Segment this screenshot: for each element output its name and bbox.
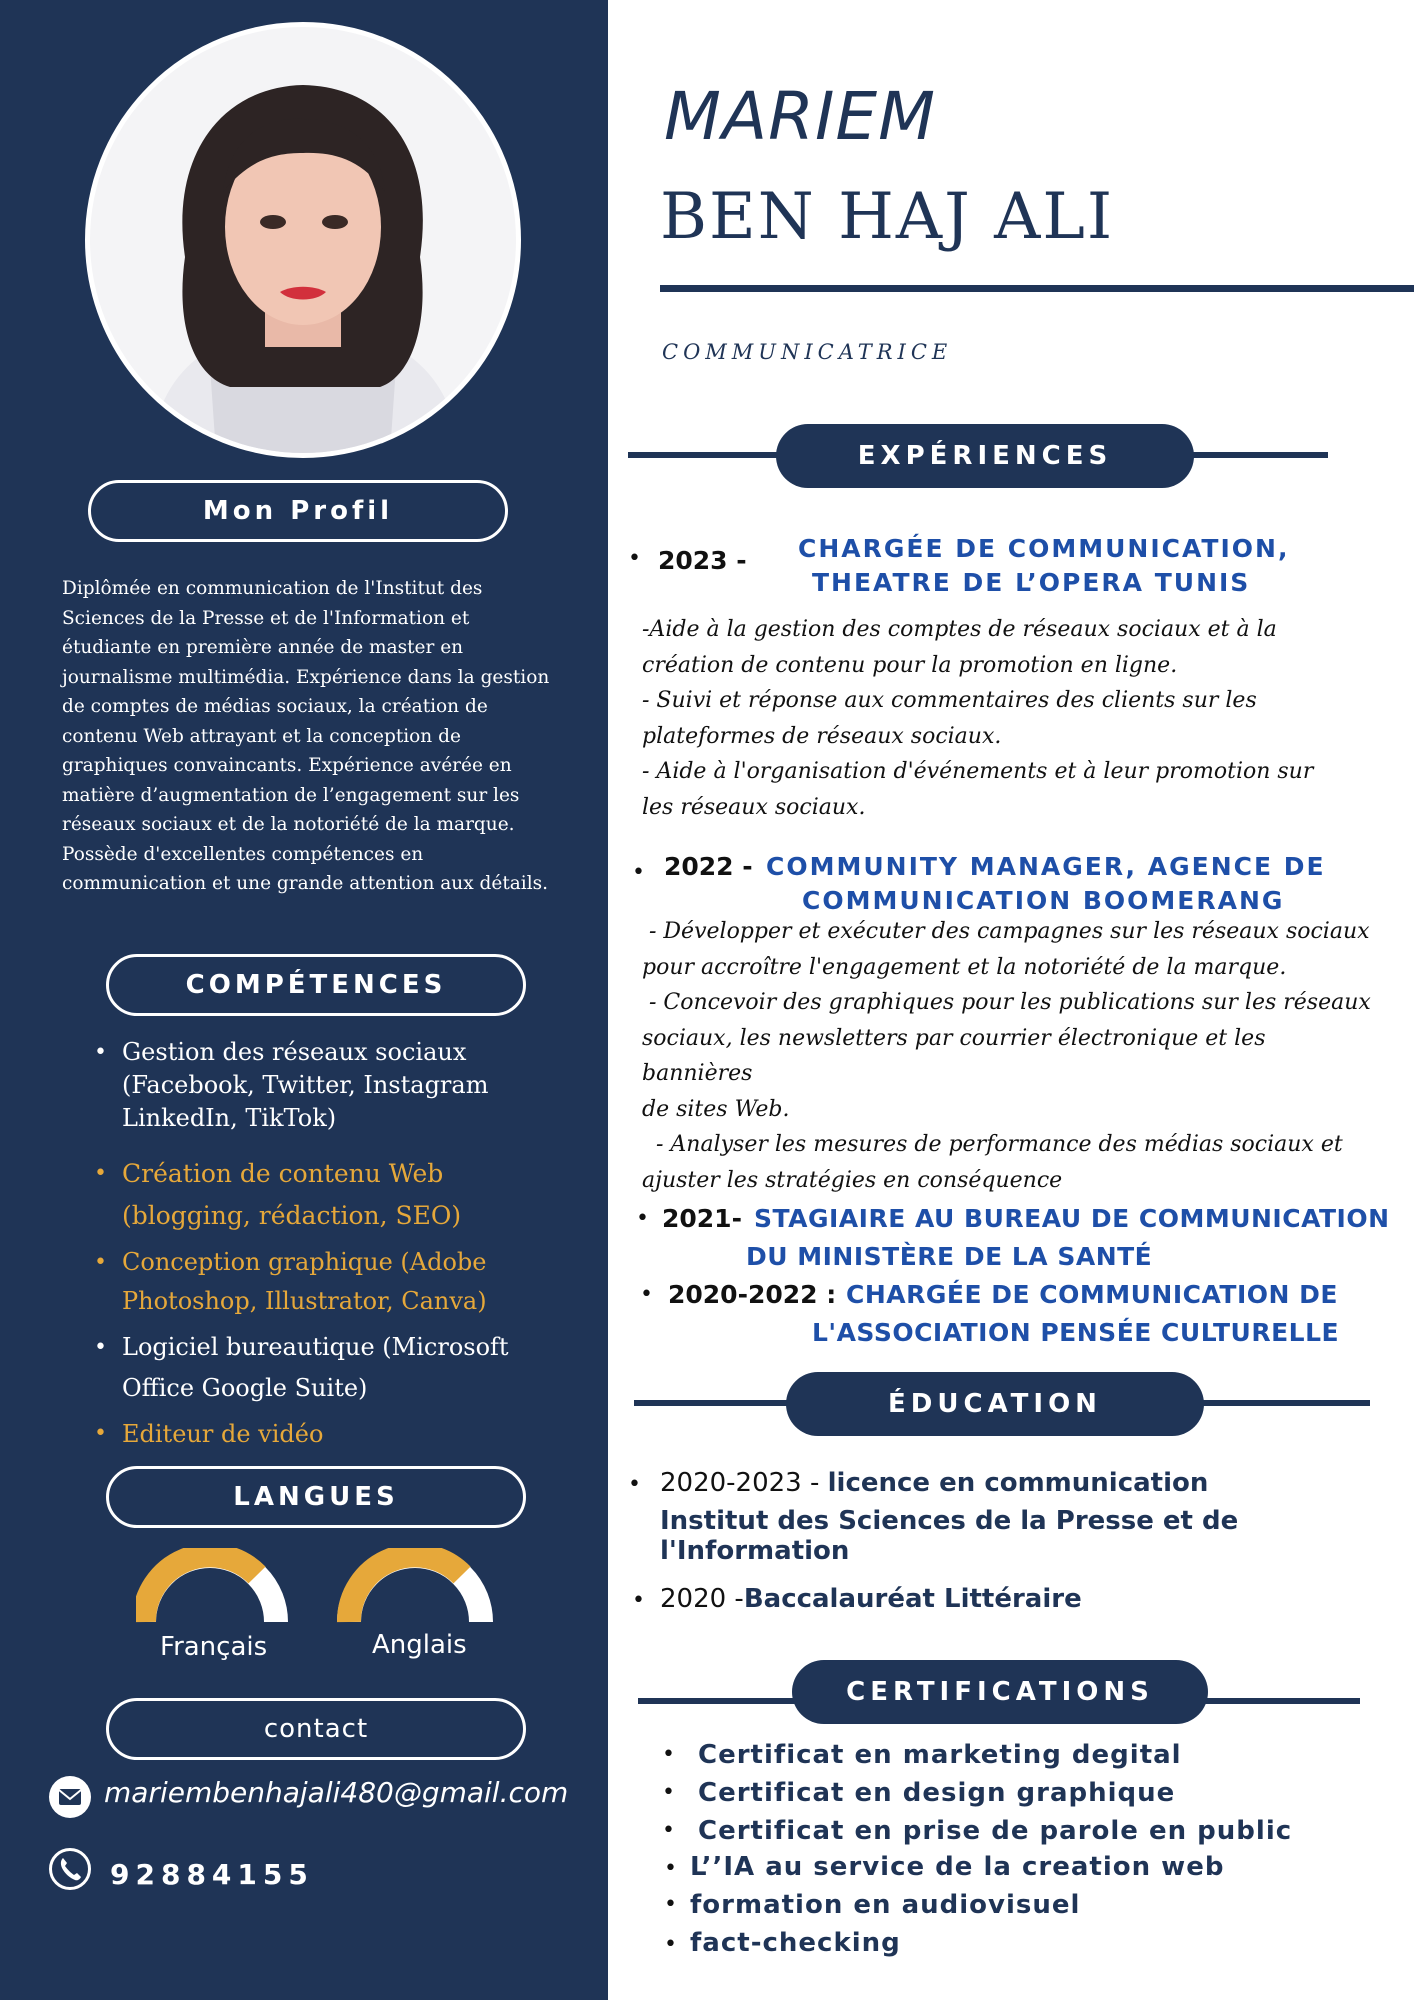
bullet-icon: •	[662, 1742, 675, 1767]
bullet-icon: •	[640, 1282, 653, 1307]
first-name: MARIEM	[664, 78, 937, 155]
desc-line: - Développer et exécuter des campagnes sur les réseaux sociaux	[642, 919, 1370, 944]
education-school-text: Institut des Sciences de la Presse et de l'Information	[660, 1506, 1239, 1566]
job-year	[664, 852, 753, 881]
bullet-icon: •	[664, 1856, 677, 1881]
education-years: 2020-2023 -	[660, 1468, 820, 1498]
education-item	[660, 1584, 1082, 1614]
education-years: 2020 -	[660, 1584, 744, 1614]
languages-heading	[106, 1466, 526, 1528]
bullet-icon: •	[664, 1892, 677, 1917]
skill-item	[90, 1153, 560, 1237]
phone-number[interactable]: 92884155	[110, 1858, 314, 1891]
certification-item: formation en audiovisuel	[690, 1890, 1081, 1920]
job-description	[642, 612, 1382, 825]
skill-item	[90, 1415, 560, 1453]
skills-heading-label: COMPÉTENCES	[185, 970, 447, 1000]
job-title: THEATRE DE L’OPERA TUNIS	[812, 568, 1251, 597]
job-title: STAGIAIRE AU BUREAU DE COMMUNICATION	[754, 1204, 1390, 1233]
certification-item: Certificat en prise de parole en public	[698, 1816, 1293, 1846]
last-name: BEN HAJ ALI	[660, 180, 1115, 254]
profile-heading	[88, 480, 508, 542]
job-title: CHARGÉE DE COMMUNICATION,	[798, 534, 1290, 563]
bullet-icon: •	[94, 1040, 107, 1065]
desc-line: de sites Web.	[642, 1096, 790, 1122]
desc-line: création de contenu pour la promotion en ligne.	[642, 652, 1178, 678]
bullet-icon: •	[636, 1206, 649, 1231]
sidebar	[0, 0, 608, 2000]
job-year	[668, 1280, 836, 1309]
education-heading: ÉDUCATION	[786, 1372, 1204, 1436]
bullet-icon: •	[94, 1161, 107, 1186]
certification-item: Certificat en design graphique	[698, 1778, 1176, 1808]
desc-line: -Aide à la gestion des comptes de réseaux sociaux et à la	[642, 617, 1277, 642]
gauge-anglais	[349, 1555, 481, 1622]
certification-item: Certificat en marketing degital	[698, 1740, 1182, 1770]
skill-item	[90, 1327, 560, 1409]
desc-line: les réseaux sociaux.	[642, 794, 866, 820]
email-link[interactable]: mariembenhajali480@gmail.com	[104, 1776, 569, 1809]
desc-line: - Suivi et réponse aux commentaires des clients sur les	[642, 688, 1257, 713]
desc-line: - Concevoir des graphiques pour les publications sur les réseaux	[642, 990, 1371, 1015]
job-role: COMMUNICATRICE	[662, 340, 953, 364]
job-year	[658, 546, 747, 575]
desc-line: plateformes de réseaux sociaux.	[642, 723, 1002, 749]
language-name: Français	[160, 1632, 268, 1662]
profile-heading-label: Mon Profil	[202, 496, 394, 526]
mail-icon	[49, 1776, 91, 1818]
job-year-text: 2020-2022 :	[668, 1280, 837, 1309]
bullet-icon: •	[94, 1335, 107, 1360]
languages-heading-label: LANGUES	[233, 1482, 399, 1512]
education-degree: Baccalauréat Littéraire	[743, 1584, 1082, 1614]
skills-heading	[106, 954, 526, 1016]
language-name: Anglais	[372, 1630, 467, 1660]
education-school	[660, 1506, 1414, 1566]
skill-text: Conception graphique (Adobe Photoshop, Illustrator, Canva)	[122, 1248, 487, 1315]
profile-text: Diplômée en communication de l'Institut des Sciences de la Presse et de l'Information et étudiante en première année de master en journalisme multimédia. Expérience dans la gestion de comptes de médias sociaux, la création de contenu Web attrayant et la conception de graphiques convaincants. Expérience avérée en matière d’augmentation de l’engagement sur les réseaux sociaux et de la notoriété de la marque. Possède d'excellentes compétences en communication et une grande attention aux détails.	[62, 578, 550, 894]
bullet-icon: •	[628, 546, 641, 571]
certification-item: fact-checking	[690, 1928, 901, 1958]
certifications-heading: CERTIFICATIONS	[792, 1660, 1208, 1724]
bullet-icon: •	[632, 1588, 645, 1613]
job-year-text: 2022 -	[664, 852, 753, 881]
profile-photo	[85, 22, 521, 458]
job-title: COMMUNITY MANAGER, AGENCE DE	[766, 852, 1326, 881]
certification-item: L’’IA au service de la creation web	[690, 1852, 1225, 1882]
contact-heading-label: contact	[263, 1714, 369, 1744]
bullet-icon: •	[632, 860, 645, 885]
desc-line: ajuster les stratégies en conséquence	[642, 1167, 1063, 1193]
skill-text: Editeur de vidéo	[122, 1420, 324, 1448]
job-title: DU MINISTÈRE DE LA SANTÉ	[746, 1242, 1153, 1271]
gauge-francais	[144, 1555, 276, 1622]
job-year-text: 2023 -	[658, 546, 747, 575]
phone-icon	[49, 1848, 91, 1890]
desc-line: pour accroître l'engagement et la notoriété de la marque.	[642, 954, 1287, 980]
contact-heading	[106, 1698, 526, 1760]
bullet-icon: •	[662, 1780, 675, 1805]
job-title: COMMUNICATION BOOMERANG	[802, 886, 1285, 915]
bullet-icon: •	[662, 1818, 675, 1843]
skill-text: Gestion des réseaux sociaux (Facebook, Twitter, Instagram LinkedIn, TikTok)	[122, 1038, 489, 1132]
job-description	[642, 914, 1382, 1198]
skill-text: Création de contenu Web (blogging, rédaction, SEO)	[122, 1159, 462, 1230]
job-title: CHARGÉE DE COMMUNICATION DE	[846, 1280, 1338, 1309]
bullet-icon: •	[628, 1472, 641, 1497]
desc-line: sociaux, les newsletters par courrier électronique et les bannières	[642, 1025, 1266, 1086]
language-gauges	[136, 1548, 506, 1628]
desc-line: - Aide à l'organisation d'événements et à leur promotion sur	[642, 759, 1314, 784]
desc-line: - Analyser les mesures de performance des médias sociaux et	[642, 1132, 1343, 1157]
skills-list	[90, 1036, 560, 1459]
bullet-icon: •	[94, 1250, 107, 1275]
bullet-icon: •	[664, 1932, 677, 1957]
job-year-text: 2021-	[662, 1204, 742, 1233]
bullet-icon: •	[94, 1421, 107, 1446]
education-degree: licence en communication	[827, 1468, 1209, 1498]
education-item	[660, 1468, 1208, 1498]
skill-text: Logiciel bureautique (Microsoft Office Google Suite)	[122, 1333, 509, 1402]
skill-item	[90, 1243, 560, 1321]
job-year	[662, 1204, 742, 1233]
name-divider	[660, 285, 1414, 292]
skill-item	[90, 1036, 560, 1135]
job-title: L'ASSOCIATION PENSÉE CULTURELLE	[812, 1318, 1340, 1347]
experience-heading: EXPÉRIENCES	[776, 424, 1194, 488]
